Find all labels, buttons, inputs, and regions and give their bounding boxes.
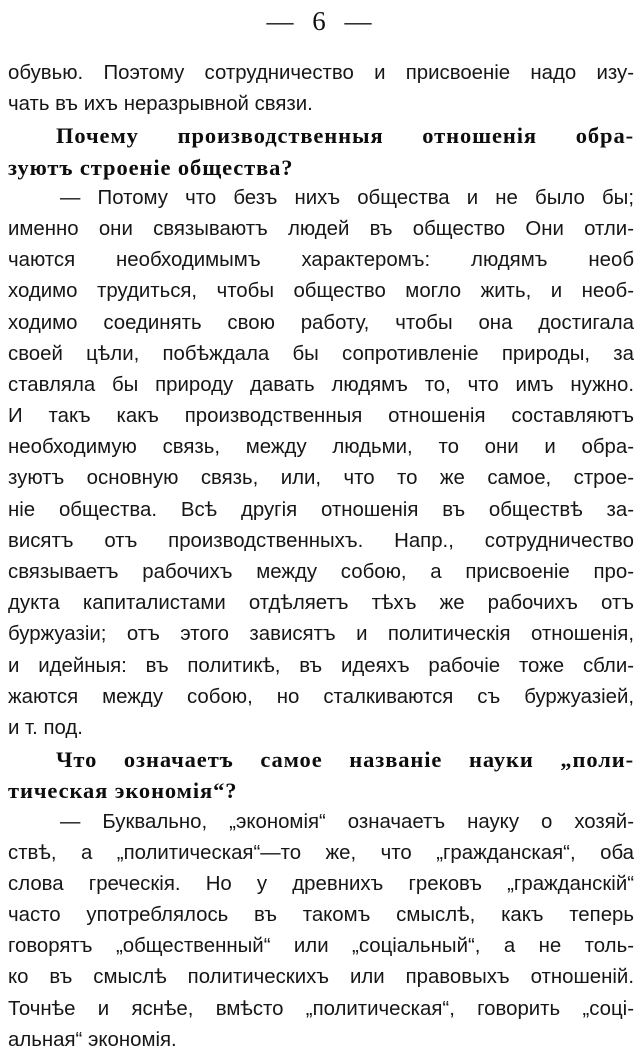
text-line: часто употреблялось въ такомъ смыслѣ, какъ теперь	[8, 904, 634, 927]
page-number: — 6 —	[266, 6, 378, 36]
text-line: обувью. Поэтому сотрудничество и присвоеніе надо изу-	[8, 62, 634, 84]
text-line: своей цѣли, побѣждала бы сопротивленіе природы, за	[8, 342, 634, 365]
text-line: связываетъ рабочихъ между собою, а присвоеніе про-	[8, 561, 634, 583]
text-line: говорятъ „общественный“ или „соціальный“, а не толь-	[8, 935, 634, 958]
text-line: — Буквально, „экономія“ означаетъ науку о хозяй-	[60, 810, 634, 833]
text-line: альная“ экономія.	[8, 1028, 177, 1051]
text-line: именно они связываютъ людей въ общество Они отли-	[8, 217, 634, 240]
text-line: ставляла бы природу давать людямъ то, что имъ нужно.	[8, 373, 634, 396]
text-line: и т. под.	[8, 716, 83, 739]
question-heading-line: Что означаетъ самое названіе науки „поли-	[56, 747, 634, 773]
text-line: чать въ ихъ неразрывной связи.	[8, 93, 313, 116]
text-line: ходимо соединять свою работу, чтобы она достигала	[8, 311, 634, 334]
text-line: чаются необходимымъ характеромъ: людямъ необ	[8, 249, 634, 272]
text-line: и идейныя: въ политикѣ, въ идеяхъ рабочіе тоже сбли-	[8, 654, 634, 677]
text-line: необходимую связь, между людьми, то они и обра-	[8, 436, 634, 459]
page-text	[0, 58, 644, 1056]
text-line: зуютъ основную связь, или, что то же самое, строе-	[8, 467, 634, 490]
question-heading-line: зуютъ строеніе общества?	[8, 154, 294, 180]
text-line: буржуазіи; отъ этого зависятъ и политическія отношенія,	[8, 623, 634, 646]
text-line: ствѣ, а „политическая“—то же, что „гражданская“, оба	[8, 841, 634, 864]
question-heading-line: Почему производственныя отношенія обра-	[56, 123, 634, 149]
text-line: — Потому что безъ нихъ общества и не было бы;	[60, 186, 634, 209]
text-line: висятъ отъ производственныхъ. Напр., сотрудничество	[8, 529, 634, 552]
text-line: ко въ смыслѣ политическихъ или правовыхъ отношеній.	[8, 966, 634, 989]
text-line: И такъ какъ производственныя отношенія составляютъ	[8, 405, 634, 428]
text-line: жаются между собою, но сталкиваются съ буржуазіей,	[8, 685, 634, 708]
text-line: ніе общества. Всѣ другія отношенія въ обществѣ за-	[8, 498, 634, 521]
text-line: Точнѣе и яснѣе, вмѣсто „политическая“, говорить „соці-	[8, 997, 634, 1020]
question-heading-line: тическая экономія“?	[8, 778, 238, 804]
text-line: дукта капиталистами отдѣляетъ тѣхъ же рабочихъ отъ	[8, 592, 634, 615]
text-line: слова греческія. Но у древнихъ грековъ „гражданскій“	[8, 872, 634, 895]
text-line: ходимо трудиться, чтобы общество могло жить, и необ-	[8, 280, 634, 303]
